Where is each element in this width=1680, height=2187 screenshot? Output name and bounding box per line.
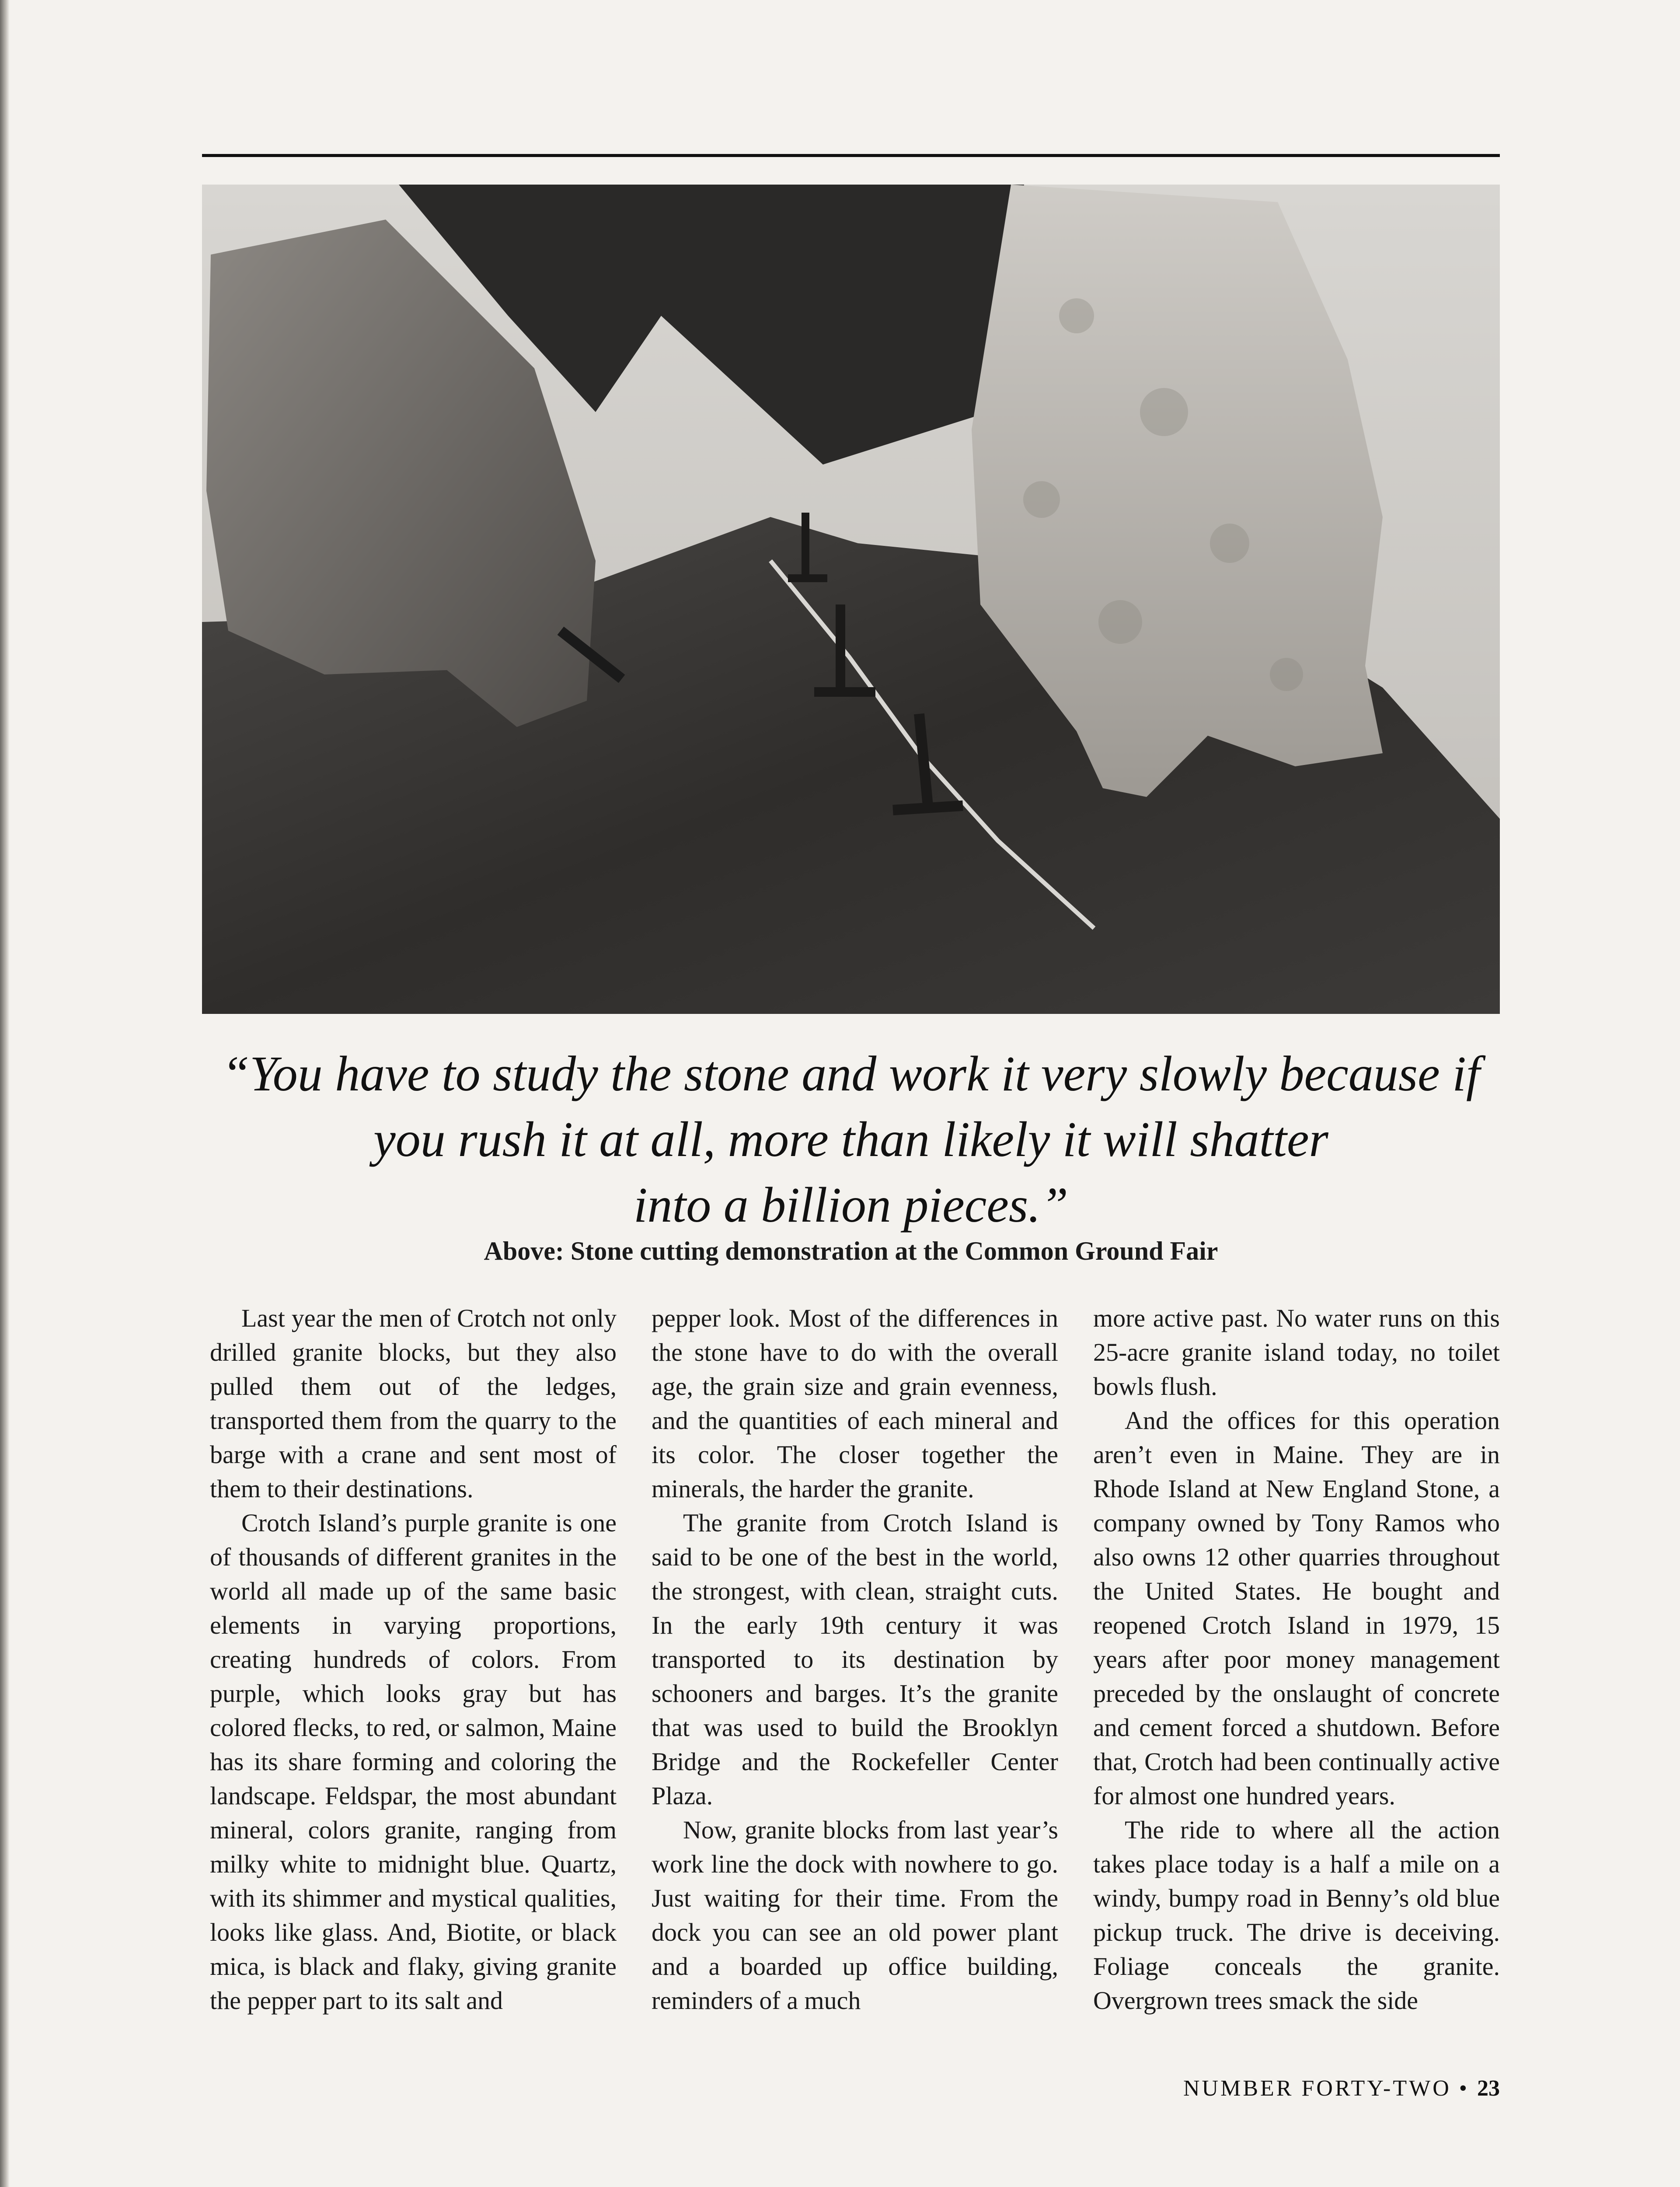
page-footer — [1183, 2075, 1500, 2101]
paragraph: Last year the men of Crotch not only drilled granite blocks, but they also pulled them out of the ledges, transported them from the quarry to the barge with a crane and sent most of them to their destinations. — [210, 1304, 617, 1503]
publication-issue: NUMBER FORTY-TWO — [1183, 2076, 1451, 2101]
bullet-separator: • — [1459, 2076, 1469, 2101]
photo-caption: Above: Stone cutting demonstration at the Common Ground Fair — [484, 1237, 1218, 1265]
paragraph: Crotch Island’s purple granite is one of thousands of different granites in the world all made up of the same basic elements in varying proportions, creating hundreds of colors. From purple, which looks gray but has colored flecks, to red, or salmon, Maine has its share forming and coloring the landscape. Feldspar, the most abundant mineral, colors granite, ranging from milky white to midnight blue. Quartz, with its shimmer and mystical qualities, looks like glass. And, Biotite, or black mica, is black and flaky, giving granite the pepper part to its salt and — [210, 1509, 617, 2015]
top-rule — [202, 154, 1500, 157]
photograph-icon — [202, 185, 1500, 1014]
pull-quote-line-3: into a billion pieces.” — [633, 1177, 1069, 1233]
paragraph: The ride to where all the action takes place today is a half a mile on a windy, bumpy road in Benny’s old blue pickup truck. The drive is deceiving. Foliage conceals the granite. Overgrown trees smack the side — [1093, 1816, 1500, 2015]
paragraph: more active past. No water runs on this 25-acre granite island today, no toilet bowls flush. — [1093, 1304, 1500, 1401]
column-1 — [210, 1301, 617, 2018]
column-3 — [1093, 1301, 1500, 2018]
article-body — [210, 1301, 1500, 2018]
binding-edge — [0, 0, 10, 2187]
pull-quote — [202, 1041, 1500, 1238]
pull-quote-line-1: “You have to study the stone and work it very slowly because if — [222, 1046, 1480, 1101]
paragraph: And the offices for this operation aren’t even in Maine. They are in Rhode Island at New England Stone, a company owned by Tony Ramos who also owns 12 other quarries throughout the United States. He bought and reopened Crotch Island in 1979, 15 years after poor money management preceded by the onslaught of concrete and cement forced a shutdown. Before that, Crotch had been continually active for almost one hundred years. — [1093, 1406, 1500, 1810]
stone-cutting-photo — [202, 185, 1500, 1014]
paragraph: Now, granite blocks from last year’s work line the dock with nowhere to go. Just waiting for their time. From the dock you can see an old power plant and a boarded up office building, reminders of a much — [652, 1816, 1058, 2015]
paragraph: pepper look. Most of the differences in the stone have to do with the overall age, the grain size and grain evenness, and the quantities of each mineral and its color. The closer together the minerals, the harder the granite. — [652, 1304, 1058, 1503]
paragraph: The granite from Crotch Island is said to be one of the best in the world, the strongest, with clean, straight cuts. In the early 19th century it was transported to its destination by schooners and barges. It’s the granite that was used to build the Brooklyn Bridge and the Rockefeller Center Plaza. — [652, 1509, 1058, 1810]
pull-quote-line-2: you rush it at all, more than likely it will shatter — [373, 1111, 1328, 1167]
column-2 — [652, 1301, 1058, 2018]
page-number: 23 — [1477, 2076, 1500, 2101]
